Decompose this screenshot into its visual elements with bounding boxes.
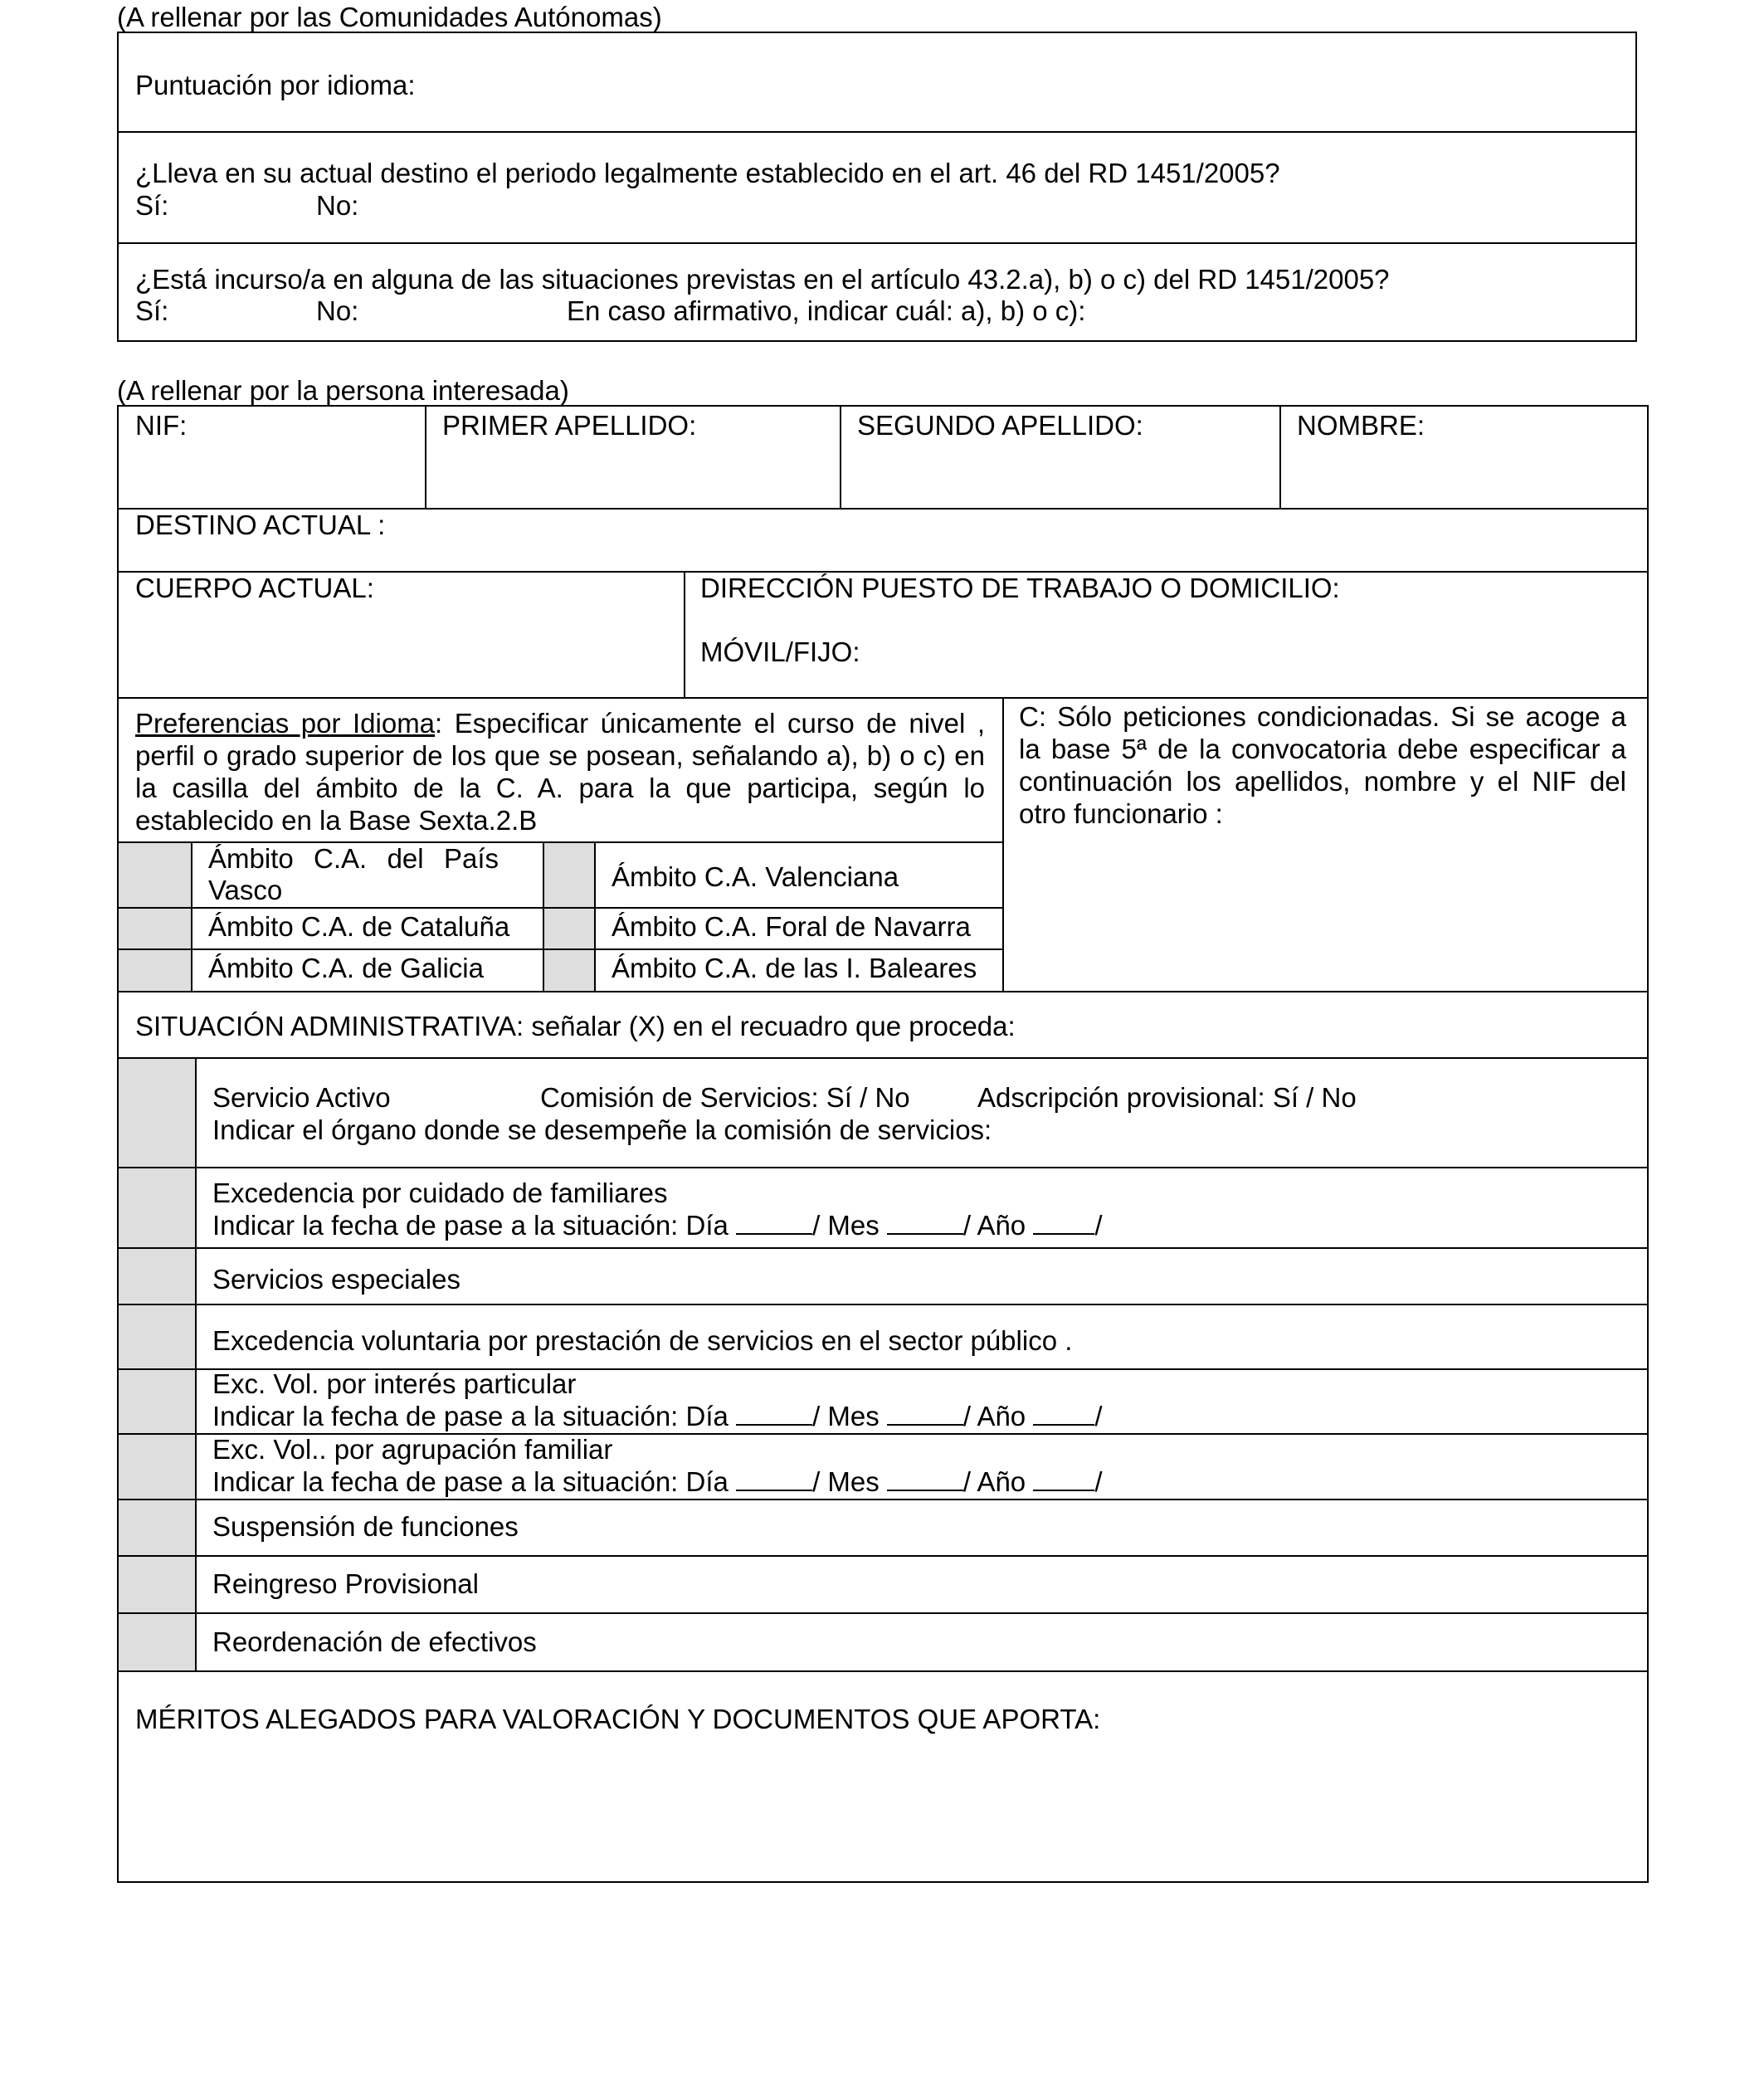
checkbox-special[interactable] [119,1249,195,1304]
checkbox-galicia[interactable] [119,950,191,991]
divider [119,1304,1647,1305]
ambito-cataluna: Ámbito C.A. de Cataluña [208,911,510,942]
divider [119,1247,1647,1249]
caption-ca: (A rellenar por las Comunidades Autónomas) [117,2,662,32]
divider [119,131,1635,133]
ca-table [117,32,1637,342]
situation-suspension: Suspensión de funciones [212,1511,519,1542]
checkbox-cataluna[interactable] [119,909,191,948]
divider [119,1057,1647,1059]
checkbox-exc-care[interactable] [119,1168,195,1247]
divider [195,1057,197,1670]
divider [594,841,596,991]
divider [119,242,1635,244]
situation-reorder: Reordenación de efectivos [212,1626,537,1657]
date-end: / [1094,1466,1103,1497]
divider [119,1555,1647,1557]
situation-yes-label[interactable]: Sí: [135,295,169,326]
date-line-exc-family[interactable] [212,1466,1103,1499]
ambito-navarra: Ámbito C.A. Foral de Navarra [612,911,971,942]
divider [119,991,1647,992]
ambito-baleares: Ámbito C.A. de las I. Baleares [612,953,977,983]
year-blank[interactable] [1033,1404,1094,1426]
month-blank[interactable] [887,1470,963,1491]
divider [119,1167,1647,1168]
person-table [117,405,1649,1883]
situation-active: Servicio Activo [212,1082,391,1113]
date-prefix: Indicar la fecha de pase a la situación: Día [212,1401,729,1431]
current-post-label[interactable]: DESTINO ACTUAL : [135,510,386,540]
period-no-label[interactable]: No: [316,190,359,221]
second-surname-label[interactable]: SEGUNDO APELLIDO: [857,410,1143,441]
score-label: Puntuación por idioma: [135,70,416,100]
situation-which-label[interactable]: En caso afirmativo, indicar cuál: a), b) o c): [567,295,1086,326]
divider [1279,407,1281,508]
divider [1002,697,1004,991]
conditional-text: C: Sólo peticiones condicionadas. Si se acoge a la base 5ª de la convocatoria debe especificar a continuación los apellidos, nombre y el NIF del otro funcionario : [1019,701,1626,829]
checkbox-exc-family[interactable] [119,1435,195,1499]
date-line-exc-interest[interactable] [212,1401,1103,1433]
year-blank[interactable] [1033,1213,1094,1235]
divider [119,1499,1647,1500]
divider [191,841,192,991]
divider [840,407,841,508]
lang-pref-body: : Especificar únicamente el curso de nivel , perfil o grado superior de los que se posean, señalando a), b) o c) en la casilla del ámbito de la C. A. para la que participa, según lo establecido en la Base Sexta.2.B [135,708,985,836]
divider [119,1612,1647,1614]
name-label[interactable]: NOMBRE: [1297,410,1425,441]
situation-special: Servicios especiales [212,1264,460,1295]
lang-pref-title: Preferencias por Idioma [135,708,436,739]
first-surname-label[interactable]: PRIMER APELLIDO: [442,410,697,441]
checkbox-valenciana[interactable] [544,843,594,907]
date-month: / Mes [812,1210,880,1241]
divider [425,407,426,508]
day-blank[interactable] [736,1470,812,1491]
day-blank[interactable] [736,1404,812,1426]
checkbox-baleares[interactable] [544,950,594,991]
day-blank[interactable] [736,1213,812,1235]
situation-commission: Comisión de Servicios: Sí / No [540,1082,910,1113]
situation-reentry: Reingreso Provisional [212,1568,479,1599]
checkbox-exc-public[interactable] [119,1305,195,1368]
date-end: / [1094,1210,1103,1241]
situation-no-label[interactable]: No: [316,295,359,326]
situation-organ: Indicar el órgano donde se desempeñe la comisión de servicios: [212,1114,992,1145]
date-line-exc-care[interactable] [212,1210,1103,1242]
situation-provisional: Adscripción provisional: Sí / No [977,1082,1357,1113]
checkbox-active[interactable] [119,1059,195,1167]
period-question: ¿Lleva en su actual destino el periodo legalmente establecido en el art. 46 del RD 1451/2005? [135,158,1280,188]
date-prefix: Indicar la fecha de pase a la situación: Día [212,1466,729,1497]
date-month: / Mes [812,1466,880,1497]
situation-question: ¿Está incurso/a en alguna de las situaciones previstas en el artículo 43.2.a), b) o c) del RD 1451/2005? [135,264,1390,295]
period-yes-label[interactable]: Sí: [135,190,169,221]
divider [119,697,1647,699]
ambito-galicia: Ámbito C.A. de Galicia [208,953,484,983]
situation-exc-care: Excedencia por cuidado de familiares [212,1178,668,1208]
checkbox-reentry[interactable] [119,1557,195,1612]
admin-situation-title: SITUACIÓN ADMINISTRATIVA: señalar (X) en el recuadro que proceda: [135,1011,1016,1041]
lang-pref-text [135,707,985,836]
ambito-pais-vasco: Ámbito C.A. del País Vasco [208,843,499,905]
checkbox-pais-vasco[interactable] [119,843,191,907]
phone-label[interactable]: MÓVIL/FIJO: [700,636,860,667]
date-year: / Año [962,1401,1026,1431]
year-blank[interactable] [1033,1470,1094,1491]
date-year: / Año [962,1466,1026,1497]
checkbox-reorder[interactable] [119,1614,195,1670]
date-month: / Mes [812,1401,880,1431]
month-blank[interactable] [887,1404,963,1426]
situation-exc-interest: Exc. Vol. por interés particular [212,1368,577,1399]
date-prefix: Indicar la fecha de pase a la situación: Día [212,1210,729,1241]
address-label[interactable]: DIRECCIÓN PUESTO DE TRABAJO O DOMICILIO: [700,573,1340,603]
situation-exc-public: Excedencia voluntaria por prestación de servicios en el sector público . [212,1325,1073,1356]
merits-title: MÉRITOS ALEGADOS PARA VALORACIÓN Y DOCUMENTOS QUE APORTA: [135,1704,1101,1734]
checkbox-exc-interest[interactable] [119,1370,195,1433]
checkbox-suspension[interactable] [119,1500,195,1555]
merits-field[interactable] [119,1743,1647,1880]
current-body-label[interactable]: CUERPO ACTUAL: [135,573,374,603]
nif-label[interactable]: NIF: [135,410,188,441]
checkbox-navarra[interactable] [544,909,594,948]
divider [119,1670,1647,1672]
situation-exc-family: Exc. Vol.. por agrupación familiar [212,1434,613,1465]
month-blank[interactable] [887,1213,963,1235]
date-end: / [1094,1401,1103,1431]
caption-person: (A rellenar por la persona interesada) [117,375,569,406]
divider [684,571,685,697]
date-year: / Año [962,1210,1026,1241]
ambito-valenciana: Ámbito C.A. Valenciana [612,861,899,892]
